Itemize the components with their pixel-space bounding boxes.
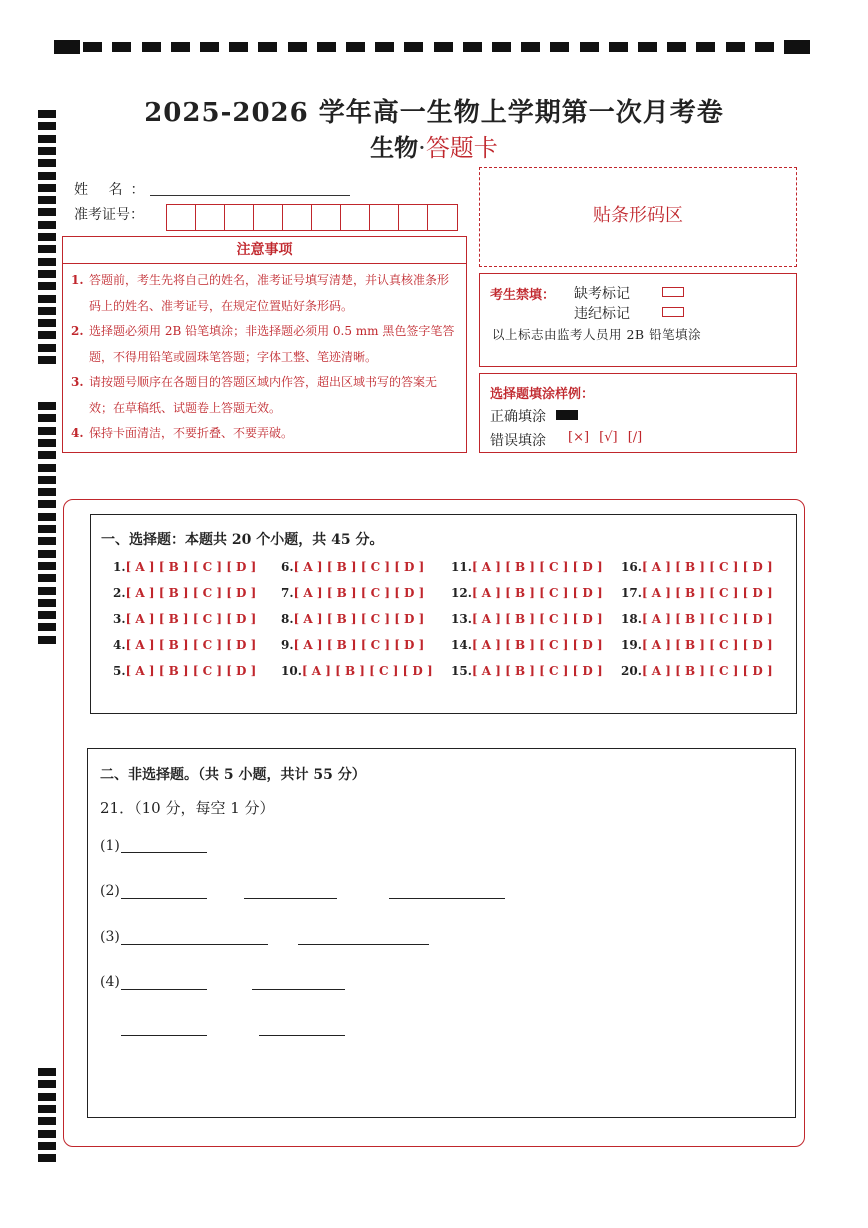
id-box[interactable] [399, 205, 428, 230]
question-number: 9. [281, 638, 294, 652]
part-4-label: (4) [100, 974, 120, 990]
part-1-label: (1) [100, 838, 120, 854]
answer-options[interactable]: [ A ] [ B ] [ C ] [ D ] [301, 664, 433, 678]
id-box[interactable] [196, 205, 225, 230]
timing-mark [38, 513, 56, 521]
choice-question-8[interactable] [281, 612, 424, 626]
choice-question-10[interactable] [281, 664, 433, 678]
timing-mark [38, 525, 56, 533]
choice-question-18[interactable] [621, 612, 773, 626]
top-timing-marks [54, 40, 814, 54]
notice-box [62, 236, 467, 453]
part-3-label: (3) [100, 929, 120, 945]
question-number: 15. [451, 664, 472, 678]
timing-mark [38, 414, 56, 422]
timing-mark [434, 42, 453, 52]
answer-options[interactable]: [ A ] [ B ] [ C ] [ D ] [471, 638, 603, 652]
timing-mark [38, 208, 56, 216]
card-label: 答题卡 [425, 134, 498, 162]
question-number: 10. [281, 664, 302, 678]
forbidden-note: 以上标志由监考人员用 2B 铅笔填涂 [492, 327, 702, 342]
timing-mark [38, 1105, 56, 1113]
timing-mark [463, 42, 482, 52]
answer-options[interactable]: [ A ] [ B ] [ C ] [ D ] [125, 664, 257, 678]
timing-mark [696, 42, 715, 52]
correct-fill-mark [556, 410, 578, 420]
answer-options[interactable]: [ A ] [ B ] [ C ] [ D ] [293, 638, 425, 652]
timing-mark [112, 42, 131, 52]
id-box[interactable] [341, 205, 370, 230]
choice-question-17[interactable] [621, 586, 773, 600]
answer-blank[interactable] [121, 1035, 207, 1036]
exam-id-boxes[interactable] [166, 204, 458, 231]
timing-mark [38, 587, 56, 595]
name-field[interactable] [150, 195, 350, 196]
timing-mark [171, 42, 190, 52]
notice-num: 2. [71, 324, 84, 338]
notice-item [71, 421, 458, 447]
id-box[interactable] [254, 205, 283, 230]
open-section-title: 二、非选择题。（共 5 小题，共计 55 分） [100, 767, 366, 783]
absent-mark-box[interactable] [662, 287, 684, 297]
violation-label: 违纪标记 [574, 306, 630, 322]
question-number: 8. [281, 612, 294, 626]
question-number: 4. [113, 638, 126, 652]
timing-mark [38, 599, 56, 607]
choice-section [90, 514, 797, 714]
timing-mark [38, 611, 56, 619]
question-number: 5. [113, 664, 126, 678]
timing-mark [492, 42, 511, 52]
answer-options[interactable]: [ A ] [ B ] [ C ] [ D ] [641, 638, 773, 652]
choice-question-6[interactable] [281, 560, 424, 574]
barcode-area: 贴条形码区 [479, 167, 797, 267]
timing-mark [755, 42, 774, 52]
id-box[interactable] [428, 205, 457, 230]
timing-mark [38, 1130, 56, 1138]
question-number: 17. [621, 586, 642, 600]
timing-mark [258, 42, 277, 52]
sample-title: 选择题填涂样例： [490, 387, 595, 402]
timing-mark [229, 42, 248, 52]
choice-question-11[interactable] [451, 560, 603, 574]
notice-list [63, 264, 466, 447]
answer-options[interactable]: [ A ] [ B ] [ C ] [ D ] [471, 560, 603, 574]
timing-mark [38, 344, 56, 352]
violation-mark-box[interactable] [662, 307, 684, 317]
question-number: 6. [281, 560, 294, 574]
answer-blank[interactable] [259, 1035, 345, 1036]
timing-mark [38, 1117, 56, 1125]
answer-options[interactable]: [ A ] [ B ] [ C ] [ D ] [293, 560, 425, 574]
id-box[interactable] [312, 205, 341, 230]
choice-question-2[interactable] [113, 586, 256, 600]
notice-heading: 注意事项 [63, 237, 466, 264]
wrong-marks: [×] [√] [/] [568, 430, 643, 445]
question-number: 14. [451, 638, 472, 652]
choice-question-1[interactable] [113, 560, 256, 574]
question-number: 13. [451, 612, 472, 626]
answer-options[interactable]: [ A ] [ B ] [ C ] [ D ] [125, 586, 257, 600]
timing-mark [142, 42, 161, 52]
timing-mark [38, 1068, 56, 1076]
choice-question-13[interactable] [451, 612, 603, 626]
timing-mark [38, 331, 56, 339]
choice-section-title: 一、选择题：本题共 20 个小题，共 45 分。 [101, 532, 384, 548]
answer-options[interactable]: [ A ] [ B ] [ C ] [ D ] [471, 664, 603, 678]
question-number: 12. [451, 586, 472, 600]
timing-mark [83, 42, 102, 52]
subtitle-dot: · [418, 134, 426, 162]
timing-mark [38, 307, 56, 315]
notice-text: 保持卡面清洁，不要折叠、不要弄破。 [89, 426, 294, 440]
answer-blank[interactable] [121, 944, 268, 945]
notice-item [71, 370, 458, 421]
timing-mark [38, 1142, 56, 1150]
timing-mark [38, 427, 56, 435]
answer-options[interactable]: [ A ] [ B ] [ C ] [ D ] [641, 664, 773, 678]
question-number: 20. [621, 664, 642, 678]
timing-mark [404, 42, 423, 52]
timing-mark [38, 1093, 56, 1101]
timing-mark [38, 295, 56, 303]
timing-mark [38, 562, 56, 570]
timing-mark [38, 270, 56, 278]
timing-mark [38, 537, 56, 545]
answer-blank[interactable] [121, 989, 207, 990]
id-box[interactable] [283, 205, 312, 230]
timing-mark [38, 1154, 56, 1162]
choice-question-14[interactable] [451, 638, 603, 652]
fill-sample-box [479, 373, 797, 453]
id-box[interactable] [225, 205, 254, 230]
open-section [87, 748, 796, 1118]
choice-question-20[interactable] [621, 664, 773, 678]
answer-blank[interactable] [244, 898, 337, 899]
timing-mark [726, 42, 745, 52]
timing-mark [784, 40, 810, 54]
notice-item [71, 319, 458, 370]
correct-label: 正确填涂 [490, 409, 546, 425]
choice-question-19[interactable] [621, 638, 773, 652]
timing-mark [38, 488, 56, 496]
answer-blank[interactable] [252, 989, 345, 990]
timing-mark [38, 245, 56, 253]
notice-text: 选择题必须用 2B 铅笔填涂；非选择题必须用 0.5 mm 黑色签字笔答题，不得用铅笔或圆珠笔答题；字体工整、笔迹清晰。 [89, 324, 455, 364]
subject-label: 生物 [370, 133, 419, 162]
timing-mark [38, 439, 56, 447]
choice-question-12[interactable] [451, 586, 603, 600]
part-2-label: (2) [100, 883, 120, 899]
timing-mark [38, 221, 56, 229]
choice-question-4[interactable] [113, 638, 256, 652]
question-number: 19. [621, 638, 642, 652]
answer-options[interactable]: [ A ] [ B ] [ C ] [ D ] [641, 560, 773, 574]
answer-blank[interactable] [389, 898, 505, 899]
timing-mark [38, 282, 56, 290]
timing-mark [317, 42, 336, 52]
answer-blank[interactable] [121, 852, 207, 853]
timing-mark [667, 42, 686, 52]
question-number: 1. [113, 560, 126, 574]
timing-mark [609, 42, 628, 52]
answer-options[interactable]: [ A ] [ B ] [ C ] [ D ] [293, 586, 425, 600]
absent-label: 缺考标记 [574, 286, 630, 302]
answer-blank[interactable] [121, 898, 207, 899]
notice-item [71, 268, 458, 319]
timing-mark [38, 636, 56, 644]
timing-mark [38, 500, 56, 508]
page-title: 2025-2026 学年高一生物上学期第一次月考卷 [144, 98, 724, 128]
timing-mark [38, 233, 56, 241]
choice-question-16[interactable] [621, 560, 773, 574]
id-label: 准考证号： [74, 207, 144, 223]
notice-num: 3. [71, 375, 84, 389]
timing-mark [38, 258, 56, 266]
choice-question-5[interactable] [113, 664, 256, 678]
timing-mark [38, 476, 56, 484]
timing-mark [38, 172, 56, 180]
timing-mark [638, 42, 657, 52]
answer-options[interactable]: [ A ] [ B ] [ C ] [ D ] [125, 612, 257, 626]
notice-text: 答题前，考生先将自己的姓名，准考证号填写清楚，并认真核准条形码上的姓名、准考证号，在规定位置贴好条形码。 [89, 273, 450, 313]
answer-blank[interactable] [298, 944, 429, 945]
question-number: 11. [451, 560, 472, 574]
notice-text: 请按题号顺序在各题目的答题区域内作答，超出区域书写的答案无效；在草稿纸、试题卷上答题无效。 [89, 375, 438, 415]
answer-options[interactable]: [ A ] [ B ] [ C ] [ D ] [293, 612, 425, 626]
timing-mark [38, 550, 56, 558]
timing-mark [38, 196, 56, 204]
timing-mark [38, 319, 56, 327]
answer-options[interactable]: [ A ] [ B ] [ C ] [ D ] [641, 612, 773, 626]
timing-mark [550, 42, 569, 52]
timing-mark [521, 42, 540, 52]
timing-mark [38, 464, 56, 472]
timing-mark [200, 42, 219, 52]
timing-mark [38, 451, 56, 459]
timing-mark [38, 574, 56, 582]
timing-mark [288, 42, 307, 52]
notice-num: 1. [71, 273, 84, 287]
question-number: 7. [281, 586, 294, 600]
choice-question-9[interactable] [281, 638, 424, 652]
timing-mark [38, 184, 56, 192]
name-label: 姓 名： [74, 182, 153, 198]
answer-options[interactable]: [ A ] [ B ] [ C ] [ D ] [641, 586, 773, 600]
timing-mark [54, 40, 80, 54]
timing-mark [38, 356, 56, 364]
question-number: 2. [113, 586, 126, 600]
timing-mark [346, 42, 365, 52]
id-box[interactable] [167, 205, 196, 230]
timing-mark [38, 1080, 56, 1088]
forbidden-box [479, 273, 797, 367]
timing-mark [38, 623, 56, 631]
notice-num: 4. [71, 426, 84, 440]
page-subtitle [0, 128, 868, 163]
answer-options[interactable]: [ A ] [ B ] [ C ] [ D ] [471, 612, 603, 626]
choice-question-3[interactable] [113, 612, 256, 626]
question-21: 21．（10 分，每空 1 分） [100, 799, 275, 817]
timing-mark [580, 42, 599, 52]
question-number: 16. [621, 560, 642, 574]
choice-question-7[interactable] [281, 586, 424, 600]
id-box[interactable] [370, 205, 399, 230]
forbidden-label: 考生禁填： [490, 288, 556, 303]
question-number: 3. [113, 612, 126, 626]
answer-options[interactable]: [ A ] [ B ] [ C ] [ D ] [125, 560, 257, 574]
answer-options[interactable]: [ A ] [ B ] [ C ] [ D ] [471, 586, 603, 600]
timing-mark [375, 42, 394, 52]
timing-mark [38, 402, 56, 410]
choice-question-15[interactable] [451, 664, 603, 678]
answer-options[interactable]: [ A ] [ B ] [ C ] [ D ] [125, 638, 257, 652]
question-number: 18. [621, 612, 642, 626]
wrong-label: 错误填涂 [490, 433, 546, 449]
